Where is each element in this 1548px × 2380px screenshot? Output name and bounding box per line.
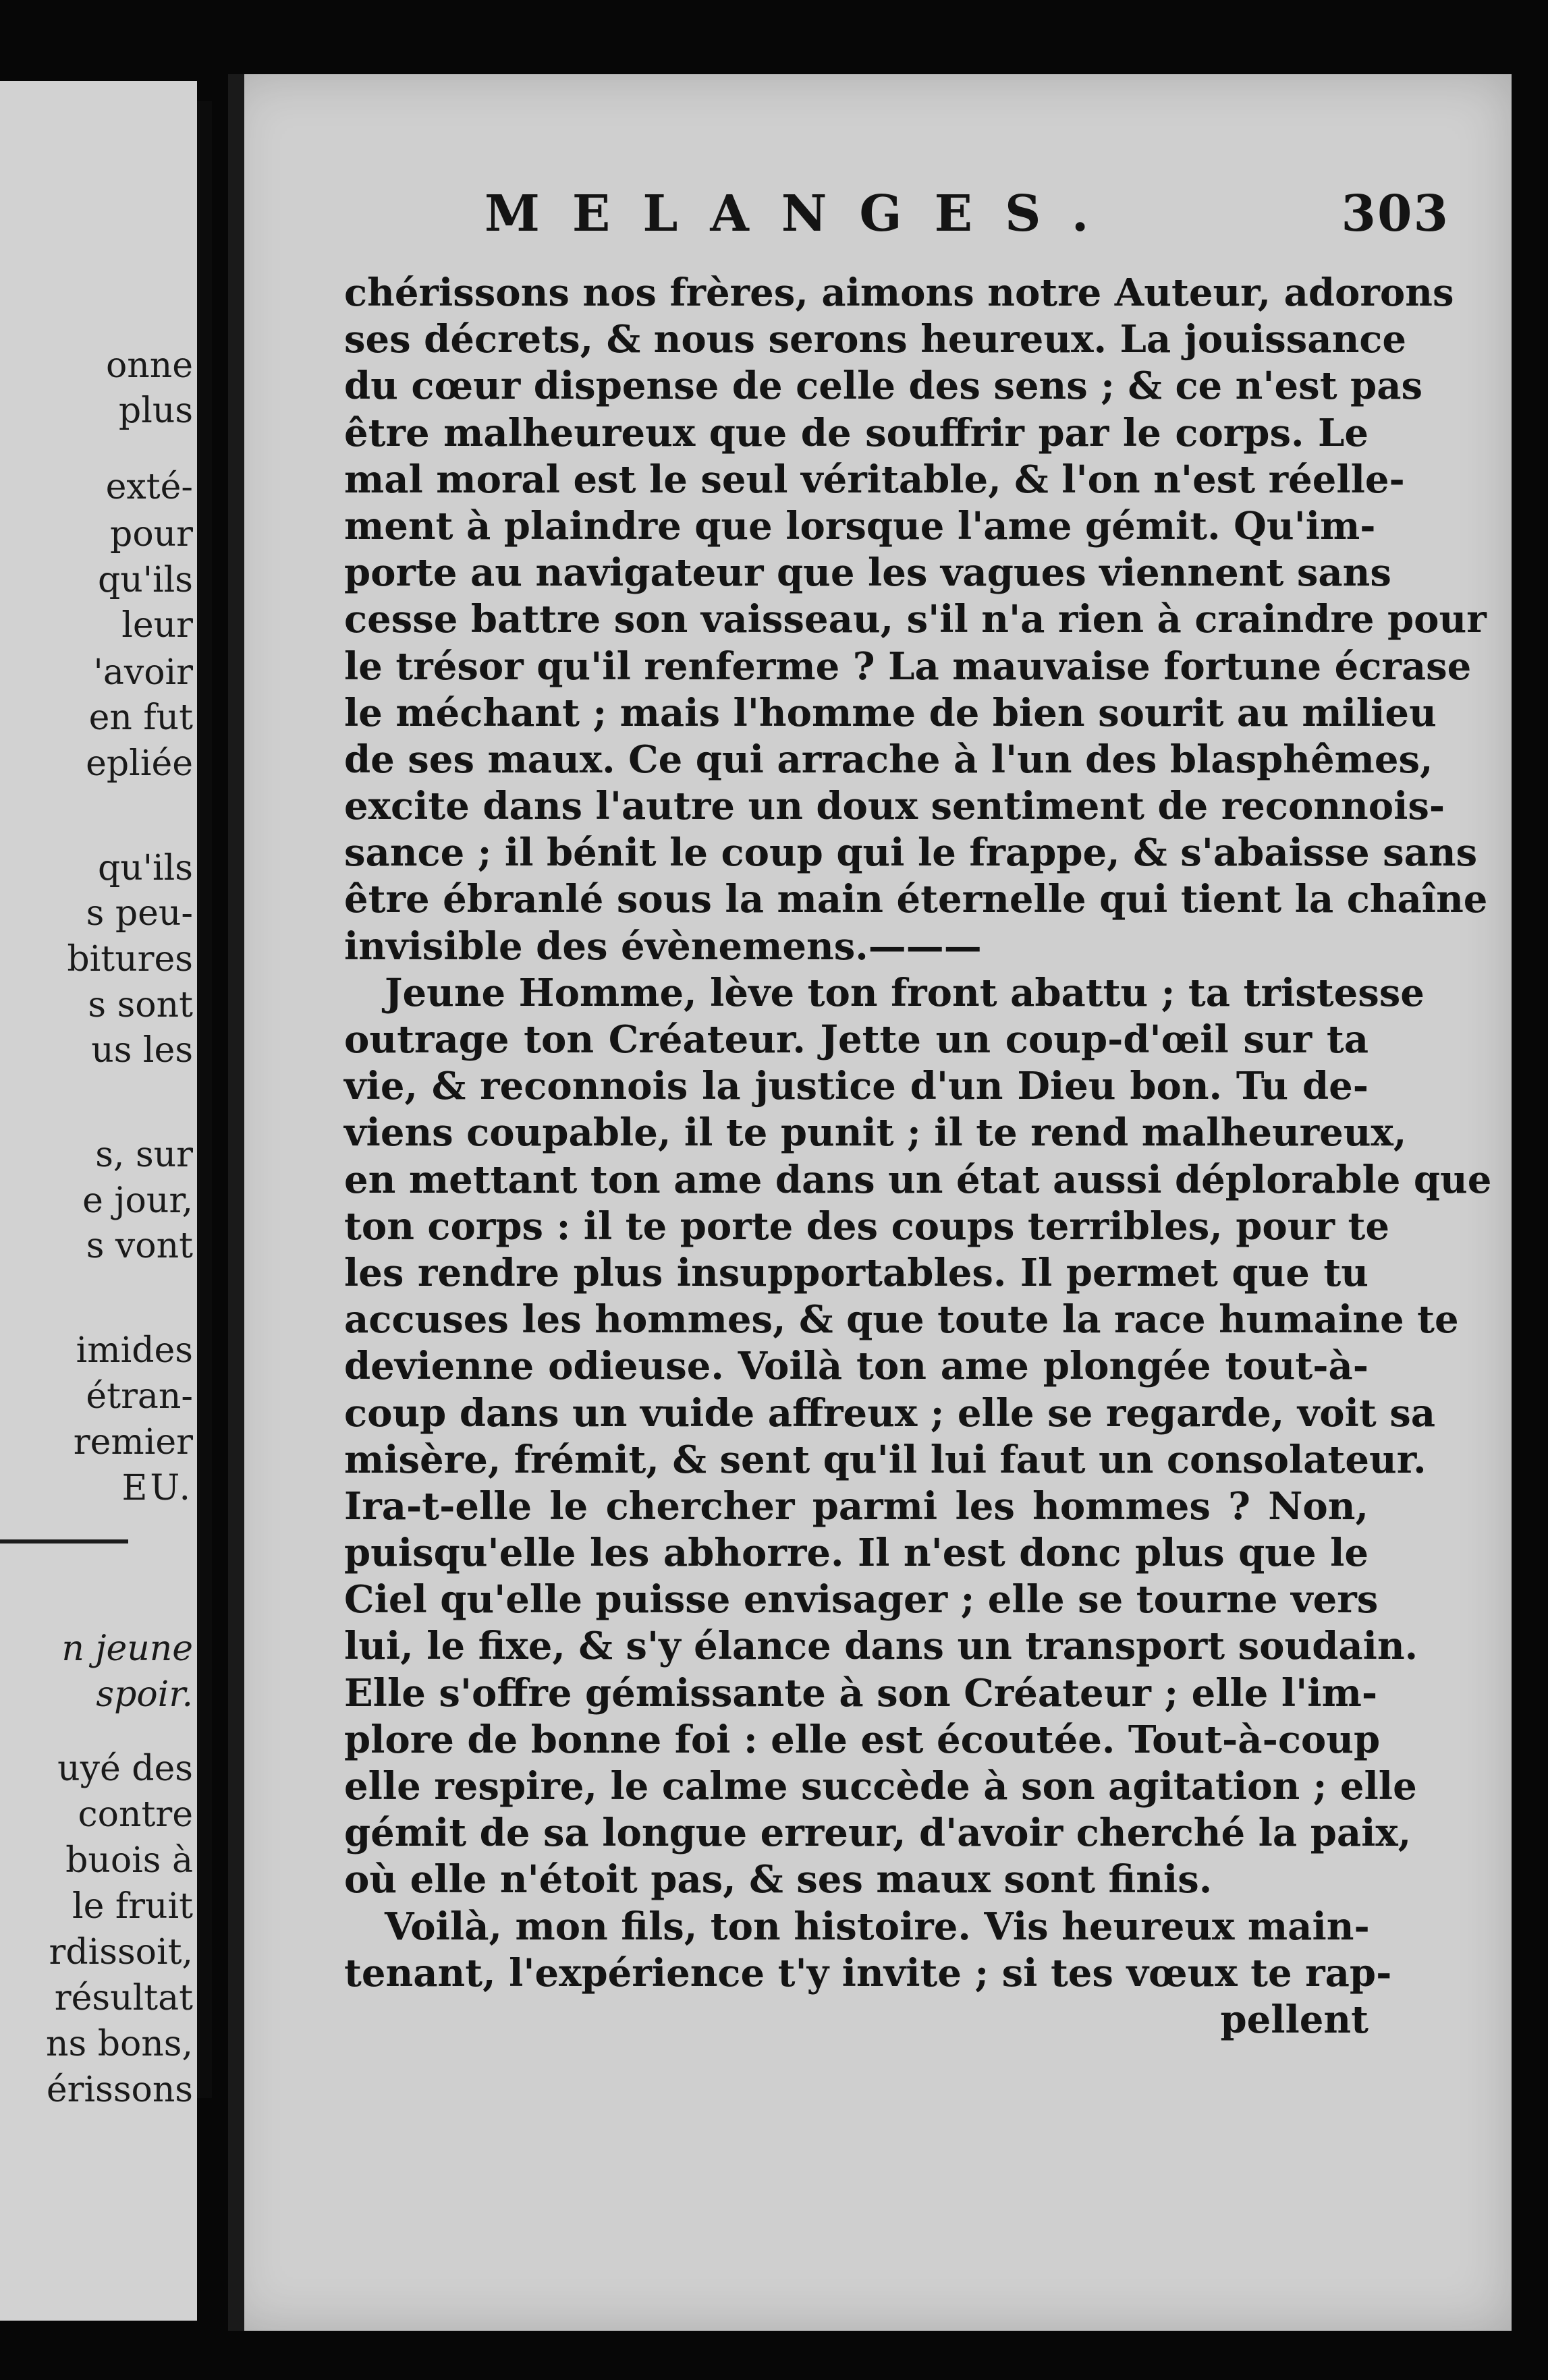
left-section-rule [0, 1539, 128, 1543]
text-line: invisible des évènemens.——— [344, 924, 982, 969]
left-fragment-line: bitures [67, 939, 193, 980]
text-line: le méchant ; mais l'homme de bien sourit au milieu [344, 690, 1437, 735]
left-page-fragment [0, 81, 197, 2321]
text-line: ses décrets, & nous serons heureux. La jouissance [344, 317, 1407, 362]
left-fragment-line: remier [73, 1422, 193, 1463]
book-page [228, 74, 1512, 2331]
left-fragment-line: érissons [46, 2070, 193, 2110]
gutter-shadow [197, 101, 212, 2098]
left-fragment-line: spoir. [96, 1674, 193, 1715]
left-fragment-line: qu'ils [97, 848, 193, 888]
left-fragment-line: onne [105, 345, 193, 386]
text-line: où elle n'étoit pas, & ses maux sont finis. [344, 1857, 1213, 1902]
left-fragment-line: ns bons, [45, 2024, 193, 2064]
text-line: du cœur dispense de celle des sens ; & ce n'est pas [344, 364, 1423, 409]
text-line: de ses maux. Ce qui arrache à l'un des blasphêmes, [344, 737, 1433, 782]
text-line: Ciel qu'elle puisse envisager ; elle se tourne vers [344, 1577, 1379, 1622]
text-line: cesse battre son vaisseau, s'il n'a rien à craindre pour [344, 597, 1487, 642]
left-fragment-line: exté- [105, 467, 193, 507]
text-line: coup dans un vuide affreux ; elle se regarde, voit sa [344, 1390, 1436, 1436]
text-line: outrage ton Créateur. Jette un coup-d'œil sur ta [344, 1017, 1369, 1062]
text-line: mal moral est le seul véritable, & l'on n'est réelle- [344, 457, 1405, 502]
text-line: tenant, l'expérience t'y invite ; si tes vœux te rap- [344, 1950, 1392, 1995]
left-fragment-line: imides [76, 1330, 193, 1371]
left-fragment-line: s, sur [95, 1135, 193, 1175]
text-line: misère, frémit, & sent qu'il lui faut un consolateur. [344, 1437, 1427, 1482]
text-line: vie, & reconnois la justice d'un Dieu bon. Tu de- [344, 1064, 1369, 1109]
text-line: accuses les hommes, & que toute la race humaine te [344, 1297, 1459, 1342]
left-fragment-line: résultat [54, 1978, 193, 2018]
text-line: devienne odieuse. Voilà ton ame plongée tout-à- [344, 1344, 1369, 1389]
text-line: Ira-t-elle le chercher parmi les hommes ? Non, [344, 1483, 1369, 1529]
text-line: Voilà, mon fils, ton histoire. Vis heureux main- [385, 1904, 1370, 1949]
text-line: ton corps : il te porte des coups terribles, pour te [344, 1203, 1389, 1249]
text-line: Elle s'offre gémissante à son Créateur ; elle l'im- [344, 1670, 1378, 1716]
running-head [485, 183, 1449, 244]
text-line: puisqu'elle les abhorre. Il n'est donc plus que le [344, 1531, 1369, 1576]
left-fragment-line: buois à [65, 1840, 193, 1881]
running-head-title: MELANGES. [485, 185, 1122, 243]
left-fragment-line: e jour, [82, 1181, 193, 1221]
text-line: porte au navigateur que les vagues viennent sans [344, 550, 1391, 596]
page-number: 303 [1341, 185, 1449, 243]
left-fragment-line: plus [118, 391, 193, 431]
left-fragment-line: 'avoir [93, 652, 193, 693]
left-fragment-line: uyé des [57, 1749, 193, 1789]
left-fragment-line: en fut [88, 698, 193, 738]
text-line: excite dans l'autre un doux sentiment de reconnois- [344, 784, 1445, 829]
text-line: être ébranlé sous la main éternelle qui tient la chaîne [344, 877, 1488, 922]
text-line: en mettant ton ame dans un état aussi déplorable que [344, 1157, 1492, 1202]
body-text [344, 270, 1492, 2043]
page-edge-shadow [228, 74, 244, 2331]
left-fragment-line: s peu- [86, 893, 193, 934]
text-line: plore de bonne foi : elle est écoutée. Tout-à-coup [344, 1717, 1381, 1762]
text-line: chérissons nos frères, aimons notre Auteur, adorons [344, 271, 1454, 315]
left-fragment-line: s sont [88, 985, 193, 1025]
left-fragment-line: epliée [86, 743, 193, 784]
text-line: viens coupable, il te punit ; il te rend malheureux, [344, 1110, 1407, 1156]
text-line: être malheureux que de souffrir par le corps. Le [344, 410, 1369, 455]
text-line: Jeune Homme, lève ton front abattu ; ta tristesse [385, 970, 1425, 1015]
text-line: elle respire, le calme succède à son agitation ; elle [344, 1764, 1417, 1809]
left-fragment-line: le fruit [72, 1886, 193, 1927]
left-fragment-line: leur [121, 605, 193, 646]
text-line: ment à plaindre que lorsque l'ame gémit. Qu'im- [344, 503, 1376, 548]
left-fragment-line: rdissoit, [49, 1932, 193, 1973]
text-line: les rendre plus insupportables. Il permet que tu [344, 1250, 1369, 1295]
left-fragment-line: s vont [86, 1226, 193, 1266]
text-line: lui, le fixe, & s'y élance dans un transport soudain. [344, 1624, 1418, 1669]
left-fragment-line: étran- [86, 1376, 193, 1417]
catchword: pellent [1220, 1997, 1369, 2042]
text-line: le trésor qu'il renferme ? La mauvaise fortune écrase [344, 644, 1472, 689]
text-line: gémit de sa longue erreur, d'avoir cherché la paix, [344, 1811, 1412, 1856]
left-fragment-line: EU. [121, 1468, 193, 1508]
text-line: sance ; il bénit le coup qui le frappe, & s'abaisse sans [344, 830, 1478, 876]
left-fragment-line: n jeune [61, 1628, 193, 1669]
left-fragment-line: us les [91, 1030, 193, 1071]
left-fragment-line: contre [78, 1794, 193, 1835]
left-fragment-line: pour [110, 514, 193, 555]
left-fragment-line: qu'ils [97, 560, 193, 600]
